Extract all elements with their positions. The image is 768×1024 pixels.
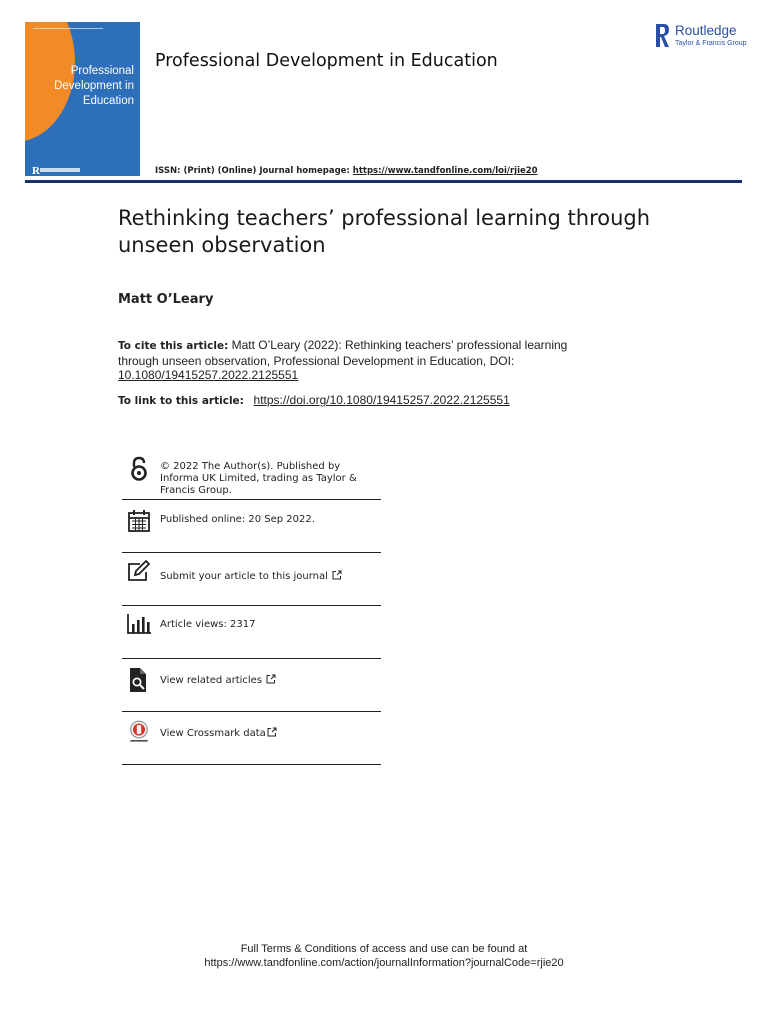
cite-label: To cite this article: — [118, 340, 229, 352]
view-related-articles-link[interactable] — [160, 674, 382, 687]
crossmark-icon — [126, 720, 152, 746]
terms-footer — [0, 942, 768, 970]
routledge-r-icon — [654, 22, 671, 49]
crossmark-separator — [122, 764, 381, 765]
terms-line: Full Terms & Conditions of access and use can be found at — [240, 943, 528, 955]
related-label: View related articles — [160, 675, 263, 686]
published-row — [122, 500, 381, 552]
license-row — [122, 452, 381, 500]
views-row — [122, 606, 381, 659]
related-row[interactable] — [122, 659, 381, 712]
cover-publisher-logo: R — [32, 165, 40, 176]
issn-label: ISSN: (Print) (Online) Journal homepage: — [155, 166, 353, 176]
article-doi-url[interactable]: https://doi.org/10.1080/19415257.2022.2125551 — [253, 393, 510, 407]
cover-title: Professional Development in Education — [54, 65, 134, 107]
published-date-text: Published online: 20 Sep 2022. — [160, 514, 315, 525]
routledge-logo — [654, 22, 754, 52]
cover-publisher-text — [40, 168, 80, 172]
journal-cover-image — [25, 22, 140, 176]
journal-homepage-link[interactable]: https://www.tandfonline.com/loi/rjie20 — [352, 166, 538, 176]
cover-top-line — [33, 28, 103, 37]
terms-url-link[interactable]: https://www.tandfonline.com/action/journalInformation?journalCode=rjie20 — [204, 957, 564, 969]
article-author: Matt O’Leary — [118, 292, 214, 307]
crossmark-row[interactable] — [122, 712, 381, 765]
article-views-text: Article views: 2317 — [160, 619, 256, 630]
edit-icon — [126, 559, 152, 585]
license-text: © 2022 The Author(s). Published by Informa UK Limited, trading as Taylor & Francis Group. — [160, 461, 357, 496]
external-link-icon — [267, 727, 277, 737]
cite-text: Matt O’Leary (2022): Rethinking teachers’ professional learning through unseen observation, Professional Development in Education, DOI: — [118, 338, 568, 368]
submit-row[interactable] — [122, 553, 381, 606]
bar-chart-icon — [126, 611, 152, 637]
link-label: To link to this article: — [118, 395, 248, 407]
citation-block — [118, 338, 588, 383]
related-articles-icon — [126, 667, 152, 693]
external-link-icon — [332, 570, 342, 580]
brand-subtitle: Taylor & Francis Group — [675, 40, 747, 47]
issn-line — [155, 166, 538, 176]
journal-name: Professional Development in Education — [155, 51, 498, 71]
open-access-icon — [126, 456, 152, 482]
header-divider — [25, 180, 742, 183]
crossmark-label: View Crossmark data — [160, 728, 266, 739]
doi-link[interactable]: 10.1080/19415257.2022.2125551 — [118, 368, 299, 382]
calendar-icon — [126, 508, 152, 534]
external-link-icon — [266, 674, 276, 684]
view-crossmark-link[interactable] — [160, 727, 382, 740]
brand-name: Routledge — [675, 23, 737, 38]
article-title: Rethinking teachers’ professional learning through unseen observation — [118, 206, 651, 257]
submit-article-link[interactable] — [160, 570, 382, 583]
article-link-line — [118, 393, 678, 407]
submit-label: Submit your article to this journal — [160, 571, 328, 582]
